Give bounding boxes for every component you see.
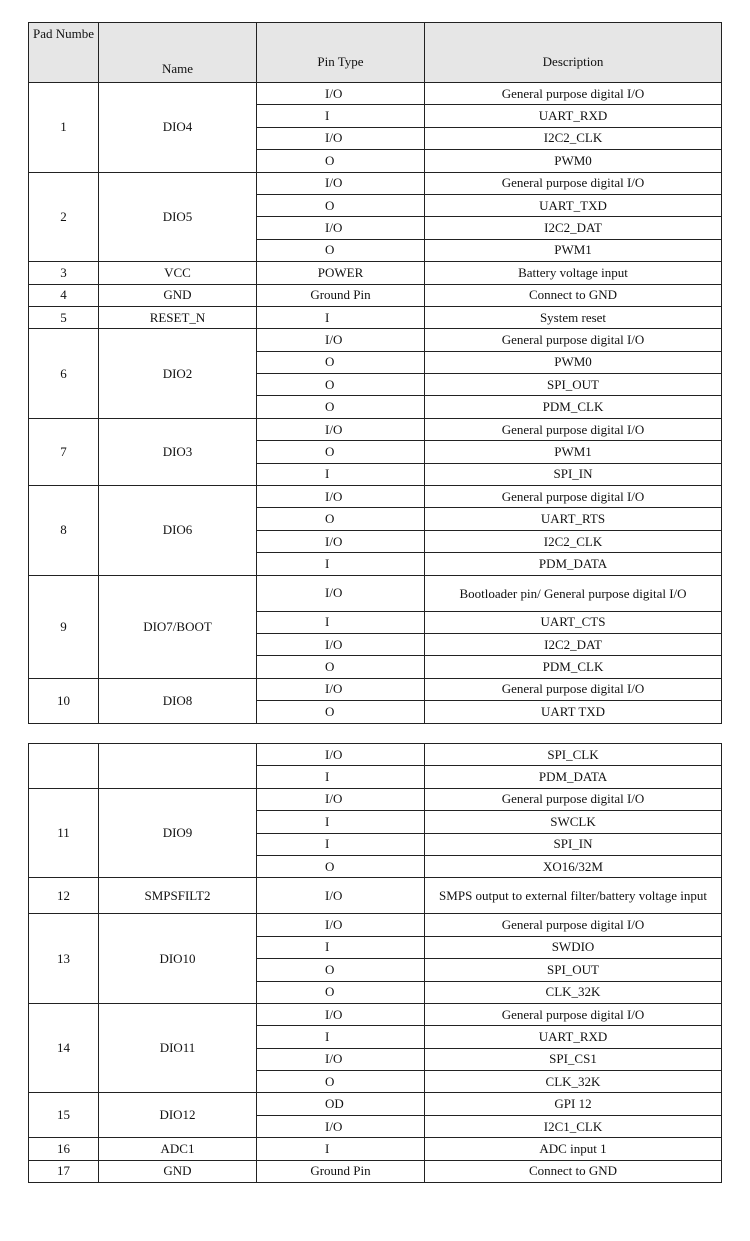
pad-number-cell: 7: [29, 418, 99, 485]
description-cell: GPI 12: [425, 1093, 722, 1115]
pin-type-cell: I/O: [257, 530, 425, 552]
table-row: [29, 83, 722, 105]
pad-name-cell: DIO12: [99, 1093, 257, 1138]
table-row: [29, 575, 722, 611]
description-cell: Battery voltage input: [425, 262, 722, 284]
pad-name-cell: GND: [99, 1160, 257, 1182]
pin-type-cell: O: [257, 701, 425, 723]
pad-number-cell: 12: [29, 878, 99, 914]
pin-table-part-2: [28, 743, 722, 1183]
description-cell: PWM0: [425, 150, 722, 172]
pin-type-cell: O: [257, 239, 425, 261]
table-row: [29, 678, 722, 700]
pin-table-body-1: [29, 83, 722, 724]
description-cell: System reset: [425, 306, 722, 328]
description-cell: I2C2_CLK: [425, 530, 722, 552]
pin-type-cell: I/O: [257, 678, 425, 700]
pin-type-cell: I/O: [257, 172, 425, 194]
pin-type-cell: I: [257, 1026, 425, 1048]
description-cell: General purpose digital I/O: [425, 788, 722, 810]
pad-name-cell: DIO6: [99, 486, 257, 576]
table-row: [29, 1093, 722, 1115]
pin-type-cell: I/O: [257, 914, 425, 936]
description-cell: SMPS output to external filter/battery voltage input: [425, 878, 722, 914]
description-cell: General purpose digital I/O: [425, 172, 722, 194]
description-cell: SPI_IN: [425, 463, 722, 485]
pad-name-cell: DIO10: [99, 914, 257, 1004]
table-row: [29, 284, 722, 306]
pad-number-cell: 8: [29, 486, 99, 576]
description-cell: UART TXD: [425, 701, 722, 723]
pad-number-cell: 6: [29, 329, 99, 419]
description-cell: PWM1: [425, 239, 722, 261]
pin-table-body-2: [29, 744, 722, 1183]
description-cell: General purpose digital I/O: [425, 914, 722, 936]
pin-type-cell: I/O: [257, 1048, 425, 1070]
description-cell: UART_CTS: [425, 611, 722, 633]
description-cell: SWDIO: [425, 936, 722, 958]
description-cell: XO16/32M: [425, 855, 722, 877]
description-cell: SPI_CS1: [425, 1048, 722, 1070]
pin-type-cell: I/O: [257, 127, 425, 149]
pin-type-cell: I: [257, 936, 425, 958]
description-cell: SPI_OUT: [425, 959, 722, 981]
pad-number-cell: 5: [29, 306, 99, 328]
pin-type-cell: O: [257, 150, 425, 172]
description-cell: I2C1_CLK: [425, 1115, 722, 1137]
pin-type-cell: I/O: [257, 1003, 425, 1025]
description-cell: Connect to GND: [425, 284, 722, 306]
table-row: [29, 1138, 722, 1160]
pin-type-cell: I: [257, 766, 425, 788]
pad-name-cell: DIO3: [99, 418, 257, 485]
pin-type-cell: I: [257, 105, 425, 127]
table-row: [29, 914, 722, 936]
pin-type-cell: O: [257, 194, 425, 216]
pin-type-cell: I: [257, 1138, 425, 1160]
table-row: [29, 172, 722, 194]
header-pin-type: Pin Type: [257, 23, 425, 83]
pad-number-cell: 11: [29, 788, 99, 878]
description-cell: SWCLK: [425, 811, 722, 833]
pad-name-cell: RESET_N: [99, 306, 257, 328]
description-cell: Bootloader pin/ General purpose digital I/O: [425, 575, 722, 611]
pin-type-cell: O: [257, 656, 425, 678]
pad-number-cell: 16: [29, 1138, 99, 1160]
pad-name-cell: DIO2: [99, 329, 257, 419]
description-cell: General purpose digital I/O: [425, 83, 722, 105]
pad-name-cell: DIO7/BOOT: [99, 575, 257, 678]
pin-type-cell: I/O: [257, 486, 425, 508]
description-cell: Connect to GND: [425, 1160, 722, 1182]
pin-type-cell: Ground Pin: [257, 1160, 425, 1182]
pin-type-cell: I: [257, 553, 425, 575]
description-cell: PDM_CLK: [425, 656, 722, 678]
pin-type-cell: O: [257, 374, 425, 396]
header-description: Description: [425, 23, 722, 83]
description-cell: UART_RXD: [425, 105, 722, 127]
pad-name-cell: ADC1: [99, 1138, 257, 1160]
pin-type-cell: I/O: [257, 575, 425, 611]
pad-number-cell: 4: [29, 284, 99, 306]
pin-type-cell: POWER: [257, 262, 425, 284]
description-cell: General purpose digital I/O: [425, 1003, 722, 1025]
table-row: [29, 418, 722, 440]
header-name: Name: [99, 23, 257, 83]
description-cell: I2C2_DAT: [425, 633, 722, 655]
description-cell: UART_RTS: [425, 508, 722, 530]
pin-type-cell: I: [257, 833, 425, 855]
description-cell: PDM_CLK: [425, 396, 722, 418]
pad-number-cell: 2: [29, 172, 99, 262]
table-row: [29, 329, 722, 351]
pin-type-cell: I/O: [257, 329, 425, 351]
table-row: [29, 744, 722, 766]
pin-type-cell: I: [257, 463, 425, 485]
description-cell: SPI_CLK: [425, 744, 722, 766]
pin-type-cell: I/O: [257, 788, 425, 810]
table-row: [29, 486, 722, 508]
pin-type-cell: O: [257, 508, 425, 530]
pad-number-cell: 15: [29, 1093, 99, 1138]
pin-type-cell: O: [257, 396, 425, 418]
pad-number-cell: [29, 744, 99, 789]
table-row: [29, 262, 722, 284]
pin-type-cell: I/O: [257, 878, 425, 914]
description-cell: ADC input 1: [425, 1138, 722, 1160]
table-header-row: [29, 23, 722, 83]
pad-name-cell: [99, 744, 257, 789]
pad-name-cell: DIO9: [99, 788, 257, 878]
pad-name-cell: DIO8: [99, 678, 257, 723]
pin-type-cell: I/O: [257, 217, 425, 239]
pad-name-cell: SMPSFILT2: [99, 878, 257, 914]
pad-name-cell: GND: [99, 284, 257, 306]
description-cell: PWM0: [425, 351, 722, 373]
table-row: [29, 306, 722, 328]
pad-number-cell: 9: [29, 575, 99, 678]
pad-name-cell: DIO4: [99, 83, 257, 173]
description-cell: I2C2_CLK: [425, 127, 722, 149]
description-cell: CLK_32K: [425, 1071, 722, 1093]
pin-type-cell: O: [257, 855, 425, 877]
description-cell: PDM_DATA: [425, 553, 722, 575]
description-cell: General purpose digital I/O: [425, 329, 722, 351]
pad-number-cell: 1: [29, 83, 99, 173]
pad-number-cell: 14: [29, 1003, 99, 1093]
pin-type-cell: O: [257, 441, 425, 463]
header-pad-number: Pad Numbe: [29, 23, 99, 83]
pin-type-cell: I/O: [257, 83, 425, 105]
description-cell: UART_RXD: [425, 1026, 722, 1048]
table-row: [29, 1003, 722, 1025]
description-cell: SPI_OUT: [425, 374, 722, 396]
pin-type-cell: O: [257, 981, 425, 1003]
pin-type-cell: I: [257, 306, 425, 328]
pin-type-cell: I/O: [257, 744, 425, 766]
description-cell: I2C2_DAT: [425, 217, 722, 239]
description-cell: PDM_DATA: [425, 766, 722, 788]
pad-name-cell: DIO11: [99, 1003, 257, 1093]
description-cell: SPI_IN: [425, 833, 722, 855]
pin-type-cell: OD: [257, 1093, 425, 1115]
pad-name-cell: DIO5: [99, 172, 257, 262]
description-cell: UART_TXD: [425, 194, 722, 216]
description-cell: PWM1: [425, 441, 722, 463]
pin-type-cell: Ground Pin: [257, 284, 425, 306]
table-row: [29, 1160, 722, 1182]
pin-type-cell: I: [257, 811, 425, 833]
description-cell: CLK_32K: [425, 981, 722, 1003]
pin-type-cell: O: [257, 1071, 425, 1093]
description-cell: General purpose digital I/O: [425, 486, 722, 508]
pad-number-cell: 10: [29, 678, 99, 723]
pin-type-cell: I: [257, 611, 425, 633]
pin-type-cell: I/O: [257, 633, 425, 655]
pad-number-cell: 3: [29, 262, 99, 284]
pin-type-cell: O: [257, 959, 425, 981]
pin-type-cell: I/O: [257, 418, 425, 440]
pad-number-cell: 17: [29, 1160, 99, 1182]
pad-number-cell: 13: [29, 914, 99, 1004]
table-row: [29, 788, 722, 810]
description-cell: General purpose digital I/O: [425, 418, 722, 440]
pin-type-cell: O: [257, 351, 425, 373]
description-cell: General purpose digital I/O: [425, 678, 722, 700]
pin-type-cell: I/O: [257, 1115, 425, 1137]
pin-table-part-1: [28, 22, 722, 724]
pad-name-cell: VCC: [99, 262, 257, 284]
table-row: [29, 878, 722, 914]
